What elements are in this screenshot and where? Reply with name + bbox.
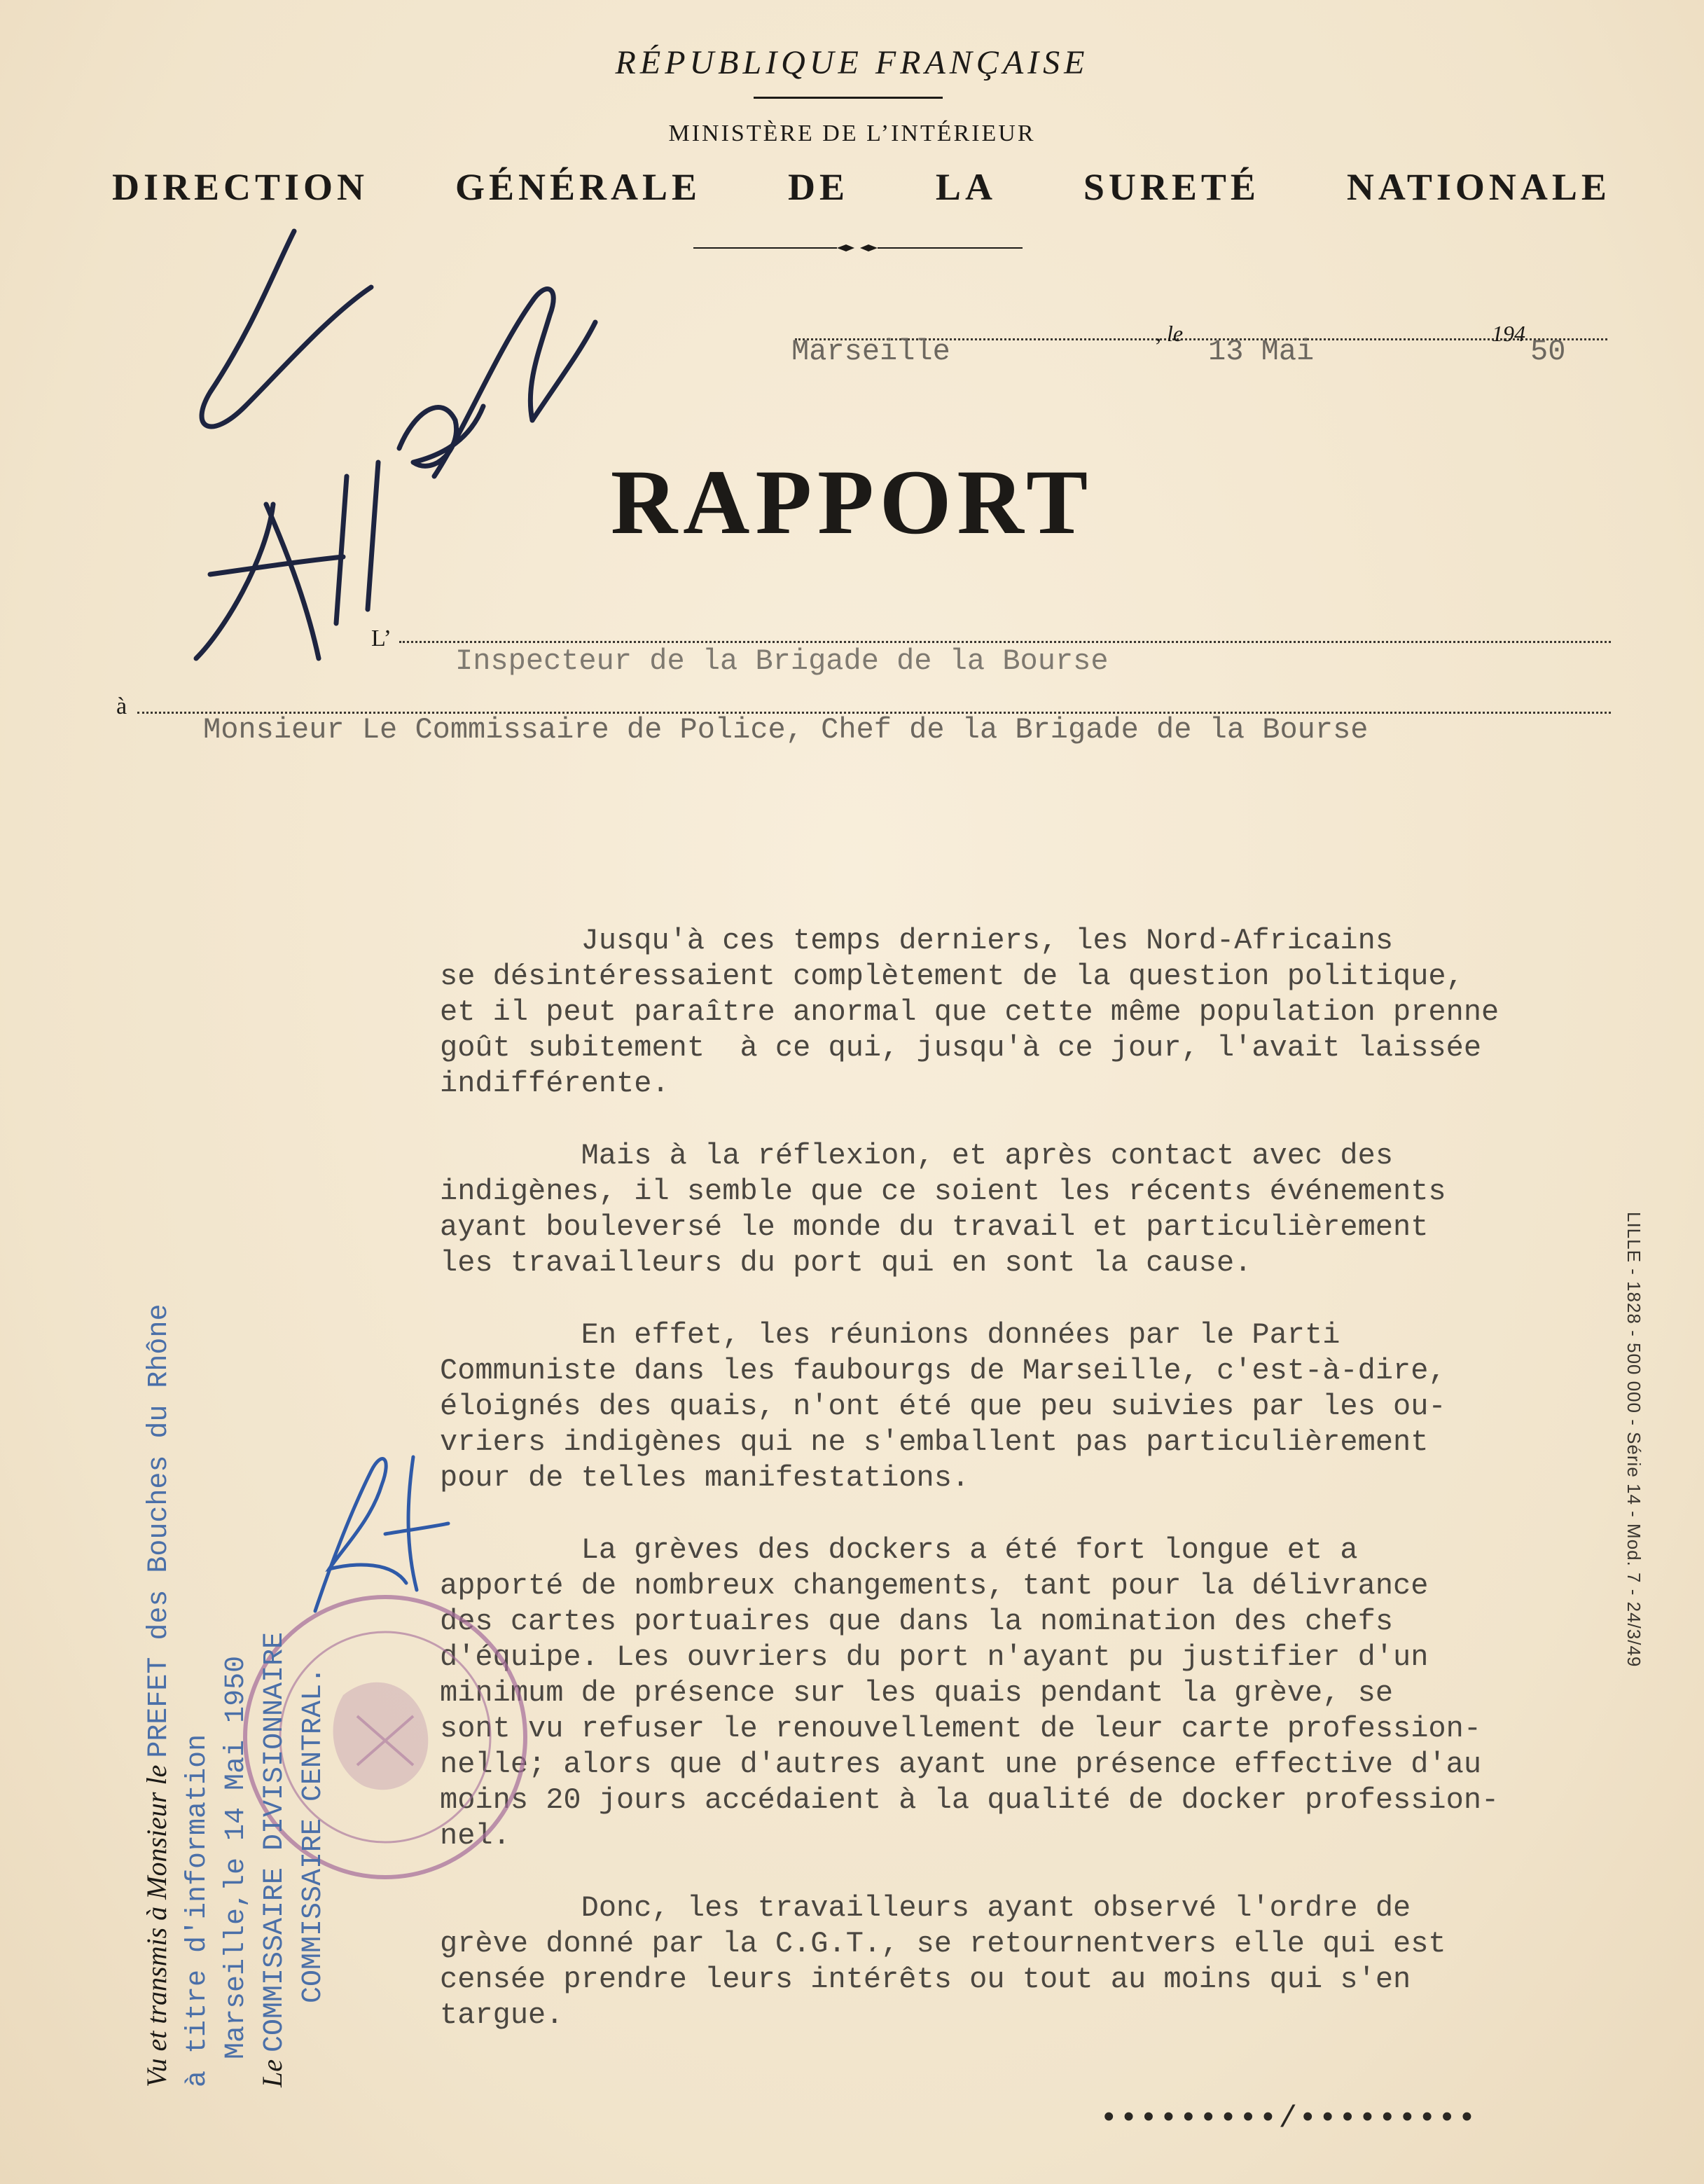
direction-word: SURETÉ: [1083, 166, 1260, 208]
date-le-label: , le: [1156, 321, 1184, 346]
body-paragraph: Mais à la réflexion, et après contact avec des indigènes, il semble que ce soient les récents événements ayant bouleversé le monde du travail et particulièrement les travailleurs du port qui en sont la cause.: [440, 1139, 1446, 1280]
body-paragraph: La grèves des dockers a été fort longue et a apporté de nombreux changements, tant pour la délivrance des cartes portuaires que dans la nomination des chefs d'équipe. Les ouvriers du port n'ayant pu justifier d'un minimum de présence sur les quais pendant la grève, se sont vu refuser le renouvellement de leur carte profession- nelle; alors que d'autres ayant une présence effective d'au moins 20 jours accédaient à la qualité de docker profession- nel.: [440, 1533, 1499, 1853]
continuation-marker: •••••••••/•••••••••: [1100, 2101, 1478, 2136]
direction-word: DIRECTION: [112, 166, 369, 208]
ornament-divider: [693, 241, 1023, 255]
transmission-signatory: COMMISSAIRE DIVISIONNAIRE: [259, 1631, 291, 2052]
body-paragraph: Jusqu'à ces temps derniers, les Nord-Africains se désintéressaient complètement de la question politique, et il peut paraître anormal que cette même population prenne goût subitement à ce qui, jusqu'à ce jour, l'avait laissée indifférente.: [440, 924, 1499, 1100]
to-label: à: [116, 693, 127, 719]
direction-word: GÉNÉRALE: [455, 166, 702, 208]
body-paragraph: En effet, les réunions données par le Parti Communiste dans les faubourgs de Marseille, c'est-à-dire, éloignés des quais, n'ont été que peu suivies par les ou- vriers indigènes qui ne s'emballent pas particulièrement pour de telles manifestations.: [440, 1318, 1446, 1495]
direction-word: NATIONALE: [1346, 166, 1611, 208]
transmission-date: Marseille,le 14 Mai 1950: [221, 1655, 252, 2059]
transmission-purpose: à titre d'information: [182, 1734, 214, 2087]
transmission-signatory-2: COMMISSAIRE CENTRAL.: [298, 1666, 329, 2003]
transmission-le: Le: [256, 2059, 288, 2087]
report-body: [440, 923, 1700, 2033]
direction-word: DE: [787, 166, 849, 208]
date-day: 13 Mai: [1208, 335, 1315, 368]
to-value: Monsieur Le Commissaire de Police, Chef de la Brigade de la Bourse: [203, 713, 1369, 747]
transmission-recipient: PREFET des Bouches du Rhône: [144, 1304, 175, 1758]
ministry-heading: MINISTÈRE DE L’INTÉRIEUR: [668, 120, 1036, 146]
transmission-prefix: Vu et transmis à Monsieur le: [141, 1764, 172, 2087]
direction-heading: [112, 165, 1611, 209]
heading-rule: [754, 97, 943, 99]
from-value: Inspecteur de la Brigade de la Bourse: [455, 644, 1109, 678]
from-label: L’: [371, 626, 392, 651]
document-title: RAPPORT: [610, 450, 1094, 553]
body-paragraph: Donc, les travailleurs ayant observé l'ordre de grève donné par la C.G.T., se retournentvers elle qui est censée prendre leurs intérêts ou tout au moins qui s'en targue.: [440, 1891, 1446, 2032]
date-year-prefix: 194: [1492, 321, 1525, 346]
margin-transmission-note: [140, 1037, 329, 2087]
handwritten-annotation: [168, 210, 602, 672]
date-city: Marseille: [791, 335, 950, 368]
direction-word: LA: [935, 166, 997, 208]
republic-heading: RÉPUBLIQUE FRANÇAISE: [615, 44, 1089, 81]
printer-imprint: LILLE - 1828 - 500 000 - Série 14 - Mod. 7 - 24/3/49: [1623, 1212, 1644, 1668]
date-year-suffix: 50: [1530, 335, 1566, 368]
